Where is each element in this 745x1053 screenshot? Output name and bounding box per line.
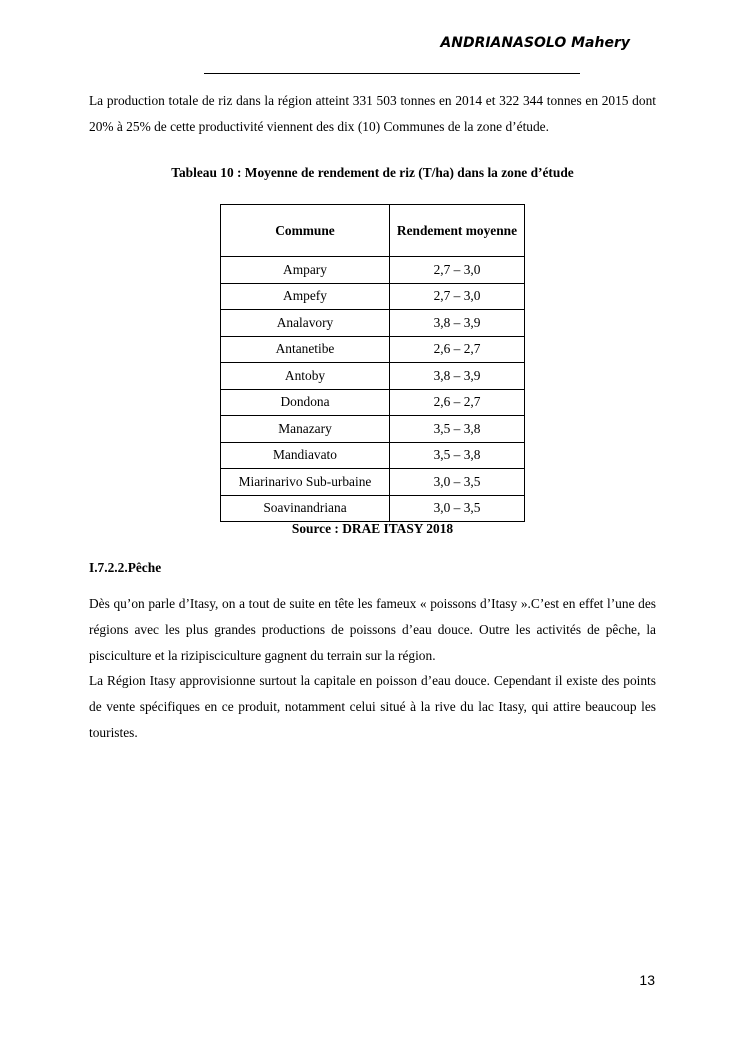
- table-row: [221, 469, 525, 496]
- table-row: [221, 389, 525, 416]
- table-row: [221, 363, 525, 390]
- cell-commune: Soavinandriana: [221, 495, 390, 522]
- header-divider: [204, 73, 580, 74]
- table-row: [221, 495, 525, 522]
- table-row: [221, 310, 525, 337]
- table-row: [221, 336, 525, 363]
- cell-commune: Antoby: [221, 363, 390, 390]
- table-row: [221, 416, 525, 443]
- cell-rendement: 3,0 – 3,5: [390, 495, 525, 522]
- cell-rendement: 3,5 – 3,8: [390, 416, 525, 443]
- column-header-rendement: Rendement moyenne: [390, 205, 525, 257]
- cell-rendement: 2,7 – 3,0: [390, 283, 525, 310]
- cell-rendement: 3,8 – 3,9: [390, 363, 525, 390]
- cell-rendement: 2,7 – 3,0: [390, 257, 525, 284]
- section-heading: I.7.2.2.Pêche: [89, 560, 162, 575]
- table-source: Source : DRAE ITASY 2018: [291, 521, 454, 536]
- paragraph-peche: Dès qu’on parle d’Itasy, on a tout de suite en tête les fameux « poissons d’Itasy ».C’est en effet l’une des régions avec les plus grandes productions de poissons d’eau douce. Outre les activités de pêche, la pisciculture et la rizipisciculture gagnent du terrain sur la région.: [89, 596, 656, 663]
- cell-rendement: 2,6 – 2,7: [390, 336, 525, 363]
- yield-table: [220, 204, 525, 522]
- table-title: Tableau 10 : Moyenne de rendement de riz (T/ha) dans la zone d’étude: [171, 165, 574, 180]
- cell-commune: Ampefy: [221, 283, 390, 310]
- intro-paragraph: La production totale de riz dans la région atteint 331 503 tonnes en 2014 et 322 344 tonnes en 2015 dont 20% à 25% de cette productivité viennent des dix (10) Communes de la zone d’étude.: [89, 93, 656, 134]
- table-header-row: [221, 205, 525, 257]
- page-number: 13: [639, 972, 655, 988]
- cell-commune: Analavory: [221, 310, 390, 337]
- cell-commune: Antanetibe: [221, 336, 390, 363]
- cell-commune: Miarinarivo Sub-urbaine: [221, 469, 390, 496]
- column-header-commune: Commune: [221, 205, 390, 257]
- table-row: [221, 257, 525, 284]
- cell-commune: Manazary: [221, 416, 390, 443]
- cell-rendement: 3,8 – 3,9: [390, 310, 525, 337]
- cell-rendement: 3,5 – 3,8: [390, 442, 525, 469]
- cell-commune: Dondona: [221, 389, 390, 416]
- header-author: ANDRIANASOLO Mahery: [440, 35, 630, 51]
- cell-rendement: 2,6 – 2,7: [390, 389, 525, 416]
- table-row: [221, 442, 525, 469]
- cell-commune: Ampary: [221, 257, 390, 284]
- table-row: [221, 283, 525, 310]
- cell-commune: Mandiavato: [221, 442, 390, 469]
- paragraph-itasy-supply: La Région Itasy approvisionne surtout la capitale en poisson d’eau douce. Cependant il existe des points de vente spécifiques en ce produit, notamment celui situé à la rive du lac Itasy, qui attire beaucoup les touristes.: [89, 673, 656, 740]
- cell-rendement: 3,0 – 3,5: [390, 469, 525, 496]
